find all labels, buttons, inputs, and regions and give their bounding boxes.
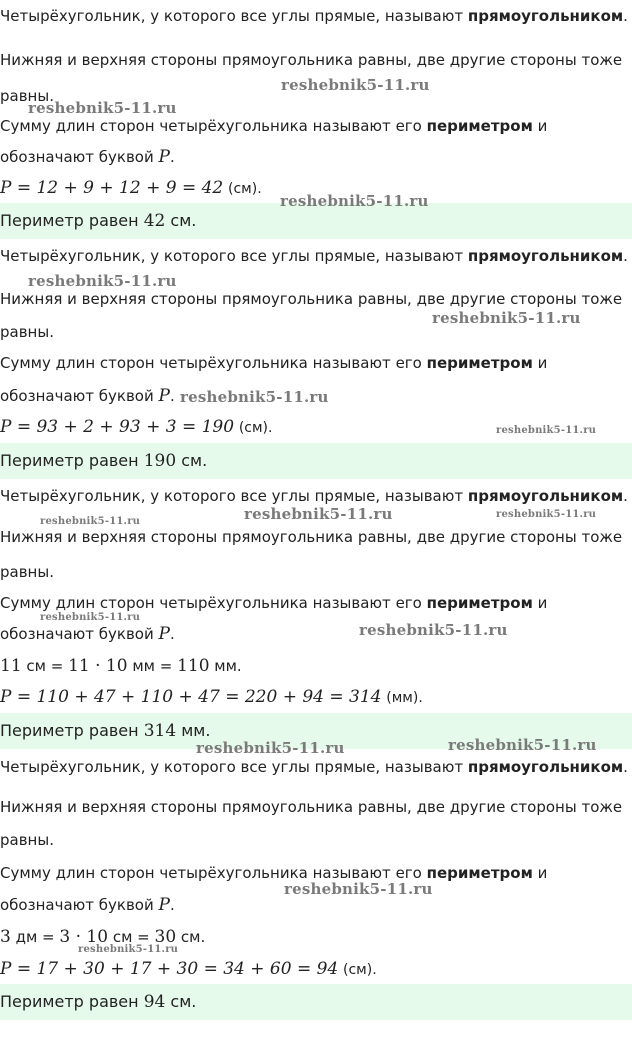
sides-statement-end: равны.	[0, 831, 54, 849]
answer-highlight: Периметр равен 94 см.	[0, 984, 632, 1020]
sides-statement-end: равны.	[0, 323, 54, 341]
perimeter-letter: обозначают буквой P.	[0, 624, 175, 644]
watermark: reshebnik5-11.ru	[281, 76, 430, 94]
formula: P = 17 + 30 + 17 + 30 = 34 + 60 = 94 (см).	[0, 959, 377, 979]
watermark: reshebnik5-11.ru	[496, 425, 597, 436]
watermark: reshebnik5-11.ru	[78, 944, 179, 955]
term-perimeter: периметром	[426, 354, 533, 372]
watermark: reshebnik5-11.ru	[496, 509, 597, 520]
definition-rectangle: Четырёхугольник, у которого все углы прямые, называют прямоугольником.	[0, 247, 628, 265]
term-rectangle: прямоугольником	[467, 247, 624, 265]
definition-rectangle: Четырёхугольник, у которого все углы прямые, называют прямоугольником.	[0, 487, 628, 505]
term-rectangle: прямоугольником	[467, 7, 624, 25]
watermark: reshebnik5-11.ru	[244, 505, 393, 523]
sides-statement-end: равны.	[0, 87, 54, 105]
perimeter-definition: Сумму длин сторон четырёхугольника называют его периметром и	[0, 117, 548, 135]
answer-highlight: Периметр равен 42 см.	[0, 203, 632, 239]
perimeter-definition: Сумму длин сторон четырёхугольника называют его периметром и	[0, 354, 548, 372]
formula: P = 110 + 47 + 110 + 47 = 220 + 94 = 314 (мм).	[0, 687, 423, 707]
perimeter-letter: обозначают буквой P.	[0, 895, 175, 915]
sides-statement: Нижняя и верхняя стороны прямоугольника равны, две другие стороны тоже	[0, 290, 623, 308]
term-perimeter: периметром	[426, 594, 533, 612]
sides-statement: Нижняя и верхняя стороны прямоугольника равны, две другие стороны тоже	[0, 528, 623, 546]
watermark: reshebnik5-11.ru	[180, 388, 329, 406]
watermark: reshebnik5-11.ru	[40, 516, 141, 527]
formula: P = 12 + 9 + 12 + 9 = 42 (см).	[0, 178, 262, 198]
sides-statement: Нижняя и верхняя стороны прямоугольника равны, две другие стороны тоже	[0, 798, 623, 816]
perimeter-definition: Сумму длин сторон четырёхугольника называют его периметром и	[0, 594, 548, 612]
perimeter-letter: обозначают буквой P.	[0, 386, 175, 406]
definition-rectangle: Четырёхугольник, у которого все углы прямые, называют прямоугольником.	[0, 758, 628, 776]
watermark: reshebnik5-11.ru	[28, 272, 177, 290]
definition-rectangle: Четырёхугольник, у которого все углы прямые, называют прямоугольником.	[0, 7, 628, 25]
perimeter-definition: Сумму длин сторон четырёхугольника называют его периметром и	[0, 864, 548, 882]
term-rectangle: прямоугольником	[467, 487, 624, 505]
watermark: reshebnik5-11.ru	[448, 736, 597, 754]
watermark: reshebnik5-11.ru	[280, 192, 429, 210]
answer-highlight: Периметр равен 190 см.	[0, 443, 632, 479]
unit-conversion: 3 дм = 3 · 10 см = 30 см.	[0, 927, 206, 947]
perimeter-letter: обозначают буквой P.	[0, 147, 175, 167]
watermark: reshebnik5-11.ru	[359, 621, 508, 639]
unit-conversion: 11 см = 11 · 10 мм = 110 мм.	[0, 656, 242, 676]
watermark: reshebnik5-11.ru	[40, 612, 141, 623]
sides-statement: Нижняя и верхняя стороны прямоугольника равны, две другие стороны тоже	[0, 51, 623, 69]
watermark: reshebnik5-11.ru	[28, 99, 177, 117]
watermark: reshebnik5-11.ru	[284, 880, 433, 898]
term-perimeter: периметром	[426, 864, 533, 882]
sides-statement-end: равны.	[0, 563, 54, 581]
watermark: reshebnik5-11.ru	[432, 309, 581, 327]
formula: P = 93 + 2 + 93 + 3 = 190 (см).	[0, 417, 273, 437]
answer-highlight: Периметр равен 314 мм.	[0, 713, 632, 749]
term-rectangle: прямоугольником	[467, 758, 624, 776]
watermark: reshebnik5-11.ru	[196, 739, 345, 757]
term-perimeter: периметром	[426, 117, 533, 135]
